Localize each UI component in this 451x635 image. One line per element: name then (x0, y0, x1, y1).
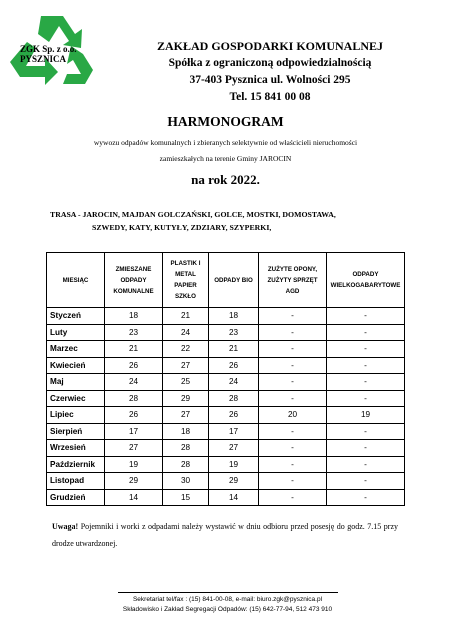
date-cell: - (259, 390, 327, 407)
date-cell: 24 (163, 324, 209, 341)
logo-line1: ZGK Sp. z o.o. (20, 44, 77, 54)
route-line1: TRASA - JAROCIN, MAJDAN GOLCZAŃSKI, GOLCE, MOSTKI, DOMOSTAWA, (50, 210, 336, 219)
date-cell: 17 (105, 423, 163, 440)
schedule-year: na rok 2022. (191, 172, 260, 187)
date-cell: - (327, 374, 405, 391)
month-cell: Wrzesień (47, 440, 105, 457)
notice-text: Pojemniki i worki z odpadami należy wystawić w dniu odbioru przed posesję do godz. 7.15 przy drodze utwardzonej. (52, 522, 398, 548)
column-header-bulky: ODPADY WIELKOGABARYTOWE (327, 253, 405, 308)
date-cell: - (327, 357, 405, 374)
date-cell: 24 (105, 374, 163, 391)
org-name: ZAKŁAD GOSPODARKI KOMUNALNEJ (156, 39, 383, 53)
date-cell: 26 (209, 407, 259, 424)
date-cell: 21 (209, 341, 259, 358)
date-cell: 14 (209, 489, 259, 506)
date-cell: - (327, 489, 405, 506)
date-cell: 15 (163, 489, 209, 506)
date-cell: 21 (105, 341, 163, 358)
date-cell: 25 (163, 374, 209, 391)
month-cell: Marzec (47, 341, 105, 358)
table-row (47, 324, 405, 341)
route-line2: SZWEDY, KATY, KUTYŁY, ZDZIARY, SZYPERKI, (92, 223, 272, 232)
footer (60, 595, 395, 615)
date-cell: - (259, 324, 327, 341)
table-row (47, 308, 405, 325)
date-cell: 28 (163, 440, 209, 457)
table-row (47, 341, 405, 358)
date-cell: 21 (163, 308, 209, 325)
month-cell: Październik (47, 456, 105, 473)
month-cell: Luty (47, 324, 105, 341)
org-legal-form: Spółka z ograniczoną odpowiedzialnością (168, 57, 372, 69)
date-cell: 19 (209, 456, 259, 473)
table-row (47, 440, 405, 457)
date-cell: - (259, 374, 327, 391)
date-cell: - (327, 423, 405, 440)
date-cell: 23 (105, 324, 163, 341)
notice (52, 518, 398, 552)
notice-label: Uwaga! (52, 522, 79, 531)
date-cell: 18 (209, 308, 259, 325)
date-cell: - (259, 423, 327, 440)
date-cell: - (327, 341, 405, 358)
document-subtitle (40, 135, 411, 167)
date-cell: - (327, 308, 405, 325)
footer-line1: Sekretariat tel/fax : (15) 841-00-08, e-mail: biuro.zgk@pysznica.pl (132, 596, 323, 603)
date-cell: 20 (259, 407, 327, 424)
route-description (50, 208, 410, 234)
month-cell: Maj (47, 374, 105, 391)
date-cell: - (327, 440, 405, 457)
column-header-mixed: ZMIESZANE ODPADY KOMUNALNE (105, 253, 163, 308)
date-cell: 27 (105, 440, 163, 457)
month-cell: Styczeń (47, 308, 105, 325)
date-cell: 28 (163, 456, 209, 473)
date-cell: 29 (163, 390, 209, 407)
table-row (47, 473, 405, 490)
month-cell: Kwiecień (47, 357, 105, 374)
logo-caption (20, 44, 100, 64)
month-cell: Lipiec (47, 407, 105, 424)
date-cell: 28 (209, 390, 259, 407)
column-header-tires: ZUŻYTE OPONY, ZUŻYTY SPRZĘT AGD (259, 253, 327, 308)
table-row (47, 423, 405, 440)
month-cell: Grudzień (47, 489, 105, 506)
date-cell: 26 (209, 357, 259, 374)
date-cell: 14 (105, 489, 163, 506)
table-row (47, 456, 405, 473)
month-cell: Sierpień (47, 423, 105, 440)
table-row (47, 390, 405, 407)
date-cell: 23 (209, 324, 259, 341)
date-cell: - (327, 390, 405, 407)
table-row (47, 489, 405, 506)
date-cell: 19 (327, 407, 405, 424)
footer-divider (118, 592, 338, 593)
date-cell: - (327, 456, 405, 473)
table-row (47, 374, 405, 391)
date-cell: 18 (105, 308, 163, 325)
column-header-month: MIESIĄC (47, 253, 105, 308)
organization-header (110, 38, 430, 106)
date-cell: - (259, 473, 327, 490)
date-cell: - (327, 473, 405, 490)
table-row (47, 357, 405, 374)
date-cell: 28 (105, 390, 163, 407)
document-title: HARMONOGRAM (167, 114, 284, 129)
table-header-row (47, 253, 405, 308)
date-cell: - (259, 357, 327, 374)
date-cell: - (327, 324, 405, 341)
date-cell: 17 (209, 423, 259, 440)
date-cell: 26 (105, 407, 163, 424)
month-cell: Listopad (47, 473, 105, 490)
schedule-table (46, 252, 405, 506)
date-cell: 18 (163, 423, 209, 440)
subtitle-line2: zamieszkałych na terenie Gminy JAROCIN (159, 154, 292, 163)
org-address: 37-403 Pysznica ul. Wolności 295 (189, 74, 351, 86)
date-cell: 29 (209, 473, 259, 490)
column-header-bio: ODPADY BIO (209, 253, 259, 308)
date-cell: 27 (163, 357, 209, 374)
logo-line2: PYSZNICA (20, 54, 67, 64)
column-header-plastic: PLASTIK I METAL PAPIER SZKŁO (163, 253, 209, 308)
date-cell: 26 (105, 357, 163, 374)
date-cell: - (259, 440, 327, 457)
date-cell: 22 (163, 341, 209, 358)
date-cell: 19 (105, 456, 163, 473)
org-phone: Tel. 15 841 00 08 (229, 91, 311, 103)
date-cell: 24 (209, 374, 259, 391)
date-cell: 27 (163, 407, 209, 424)
month-cell: Czerwiec (47, 390, 105, 407)
date-cell: - (259, 456, 327, 473)
footer-line2: Składowisko i Zakład Segregacji Odpadów: (15) 642-77-94, 512 473 910 (122, 606, 333, 613)
date-cell: 30 (163, 473, 209, 490)
date-cell: - (259, 308, 327, 325)
schedule-table-body (47, 308, 405, 506)
date-cell: - (259, 489, 327, 506)
date-cell: 27 (209, 440, 259, 457)
subtitle-line1: wywozu odpadów komunalnych i zbieranych selektywnie od właścicieli nieruchomości (93, 138, 358, 147)
table-row (47, 407, 405, 424)
date-cell: 29 (105, 473, 163, 490)
date-cell: - (259, 341, 327, 358)
